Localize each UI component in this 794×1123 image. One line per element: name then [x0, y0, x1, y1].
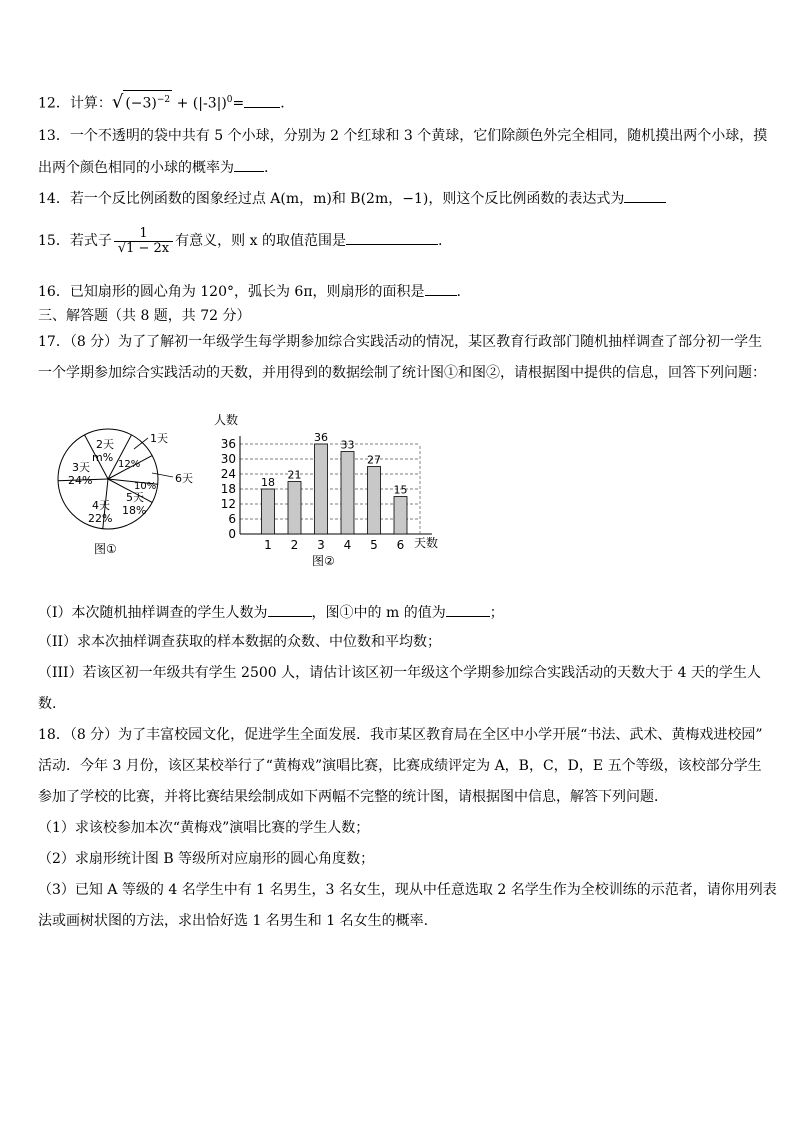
section-heading: 三、解答题（共 8 题，共 72 分）	[38, 308, 251, 324]
question-14: 14．若一个反比例函数的图象经过点 A(m，m)和 B(2m，−1)，则这个反比例函数的表达式为	[38, 188, 666, 208]
question-17-part1: （I）本次随机抽样调查的学生人数为 ，图①中的 m 的值为 ；	[38, 602, 504, 622]
bar-chart	[210, 410, 460, 570]
pie-label-2day: 2天	[96, 438, 114, 451]
question-18-part3-line2: 法或画树状图的方法，求出恰好选 1 名男生和 1 名女生的概率.	[38, 913, 429, 929]
question-13-line1: 13．一个不透明的袋中共有 5 个小球，分别为 2 个红球和 3 个黄球，它们除颜色外完全相同，随机摸出两个小球，摸	[38, 128, 768, 144]
y-tick-label: 24	[220, 467, 236, 481]
x-tick-label: 2	[290, 538, 299, 552]
bar	[262, 489, 275, 534]
pie-label-6day: 6天	[175, 472, 193, 485]
y-tick-label: 36	[220, 437, 236, 451]
pie-pct-4day: 22%	[88, 512, 113, 525]
pie-chart	[50, 425, 210, 565]
bar-data-label: 15	[393, 483, 408, 497]
question-18-part1: （1）求该校参加本次“黄梅戏”演唱比赛的学生人数；	[38, 820, 370, 836]
y-tick-label: 6	[228, 512, 236, 526]
question-17-line1: 17．（8 分）为了了解初一年级学生每学期参加综合实践活动的情况，某区教育行政部门随机抽样调查了部分初一学生	[38, 334, 763, 350]
x-tick-label: 3	[317, 538, 325, 552]
bar-title: 图②	[312, 554, 335, 568]
y-tick-label: 30	[220, 452, 236, 466]
pie-label-4day: 4天	[92, 499, 110, 512]
answer-blank[interactable]	[346, 230, 438, 245]
y-axis-label: 人数	[214, 413, 239, 427]
pie-label-5day: 5天	[126, 491, 144, 504]
bar-data-label: 21	[287, 468, 302, 482]
fraction: $\frac{1}{√1 - 2x}$	[114, 227, 173, 256]
question-18-part3-line1: （3）已知 A 等级的 4 名学生中有 1 名男生，3 名女生，现从中任意选取 2 名学生作为全校训练的示范者，请你用列表	[38, 882, 777, 898]
question-17-part3-line1: （III）若该区初一年级共有学生 2500 人，请估计该区初一年级这个学期参加综合实践活动的天数大于 4 天的学生人	[38, 665, 761, 681]
pie-pct-small: 12%	[118, 459, 141, 470]
pie-label-1day: 1天	[150, 432, 168, 445]
answer-blank[interactable]	[425, 281, 457, 296]
question-18-part2: （2）求扇形统计图 B 等级所对应扇形的圆心角度数；	[38, 851, 375, 867]
answer-blank[interactable]	[624, 188, 666, 203]
pie-pct-3day: 24%	[68, 474, 93, 487]
question-13-line2: 出两个颜色相同的小球的概率为 .	[38, 157, 268, 177]
pie-label-3day: 3天	[72, 461, 90, 474]
pie-title: 图①	[94, 542, 117, 556]
question-15: 15．若式子 $\frac{1}{√1 - 2x}$ 有意义，则 x 的取值范围是 .	[38, 225, 443, 256]
pie-pct-5day: 18%	[122, 504, 147, 517]
question-18-line2: 活动．今年 3 月份，该区某校举行了“黄梅戏”演唱比赛，比赛成绩评定为 A，B，C，D，E 五个等级，该校部分学生	[38, 758, 762, 774]
question-12: 12．计算：√ $(-3)^{-2} + (|-3|)^0=$ .	[38, 91, 285, 113]
bar	[341, 452, 354, 535]
x-tick-label: 1	[264, 538, 272, 552]
answer-blank-count[interactable]	[268, 602, 312, 617]
question-16: 16．已知扇形的圆心角为 120°，弧长为 6π，则扇形的面积是 .	[38, 281, 461, 301]
bar-data-label: 18	[261, 476, 275, 489]
question-17-line2: 一个学期参加综合实践活动的天数，并用得到的数据绘制了统计图①和图②，请根据图中提供的信息，回答下列问题：	[38, 365, 766, 381]
bar-series	[261, 431, 408, 534]
question-18-line1: 18．（8 分）为了丰富校园文化，促进学生全面发展．我市某区教育局在全区中小学开展“书法、武术、黄梅戏进校园”	[38, 727, 763, 743]
bar	[315, 444, 328, 534]
answer-blank-m[interactable]	[446, 602, 490, 617]
question-17-part2: （II）求本次抽样调查获取的样本数据的众数、中位数和平均数；	[38, 634, 442, 650]
question-18-line3: 参加了学校的比赛，并将比赛结果绘制成如下两幅不完整的统计图，请根据图中信息，解答下列问题．	[38, 789, 668, 805]
answer-blank[interactable]	[244, 93, 280, 108]
bar-data-label: 33	[340, 438, 355, 452]
x-tick-label: 4	[343, 538, 352, 552]
y-tick-label: 18	[220, 482, 236, 496]
answer-blank[interactable]	[234, 157, 264, 172]
y-tick-label: 12	[220, 497, 236, 511]
bar	[368, 467, 381, 535]
pie-pct-6day: 10%	[134, 481, 157, 492]
y-tick-label: 0	[228, 527, 236, 541]
bar	[394, 497, 407, 535]
x-tick-label: 5	[370, 538, 378, 552]
question-17-part3-line2: 数.	[38, 696, 57, 712]
bar-data-label: 36	[314, 431, 328, 444]
x-tick-label: 6	[396, 538, 405, 552]
bar	[288, 482, 301, 535]
bar-data-label: 27	[367, 453, 381, 467]
x-axis-label: 天数	[414, 536, 439, 550]
pie-pct-2day: m%	[92, 451, 114, 464]
